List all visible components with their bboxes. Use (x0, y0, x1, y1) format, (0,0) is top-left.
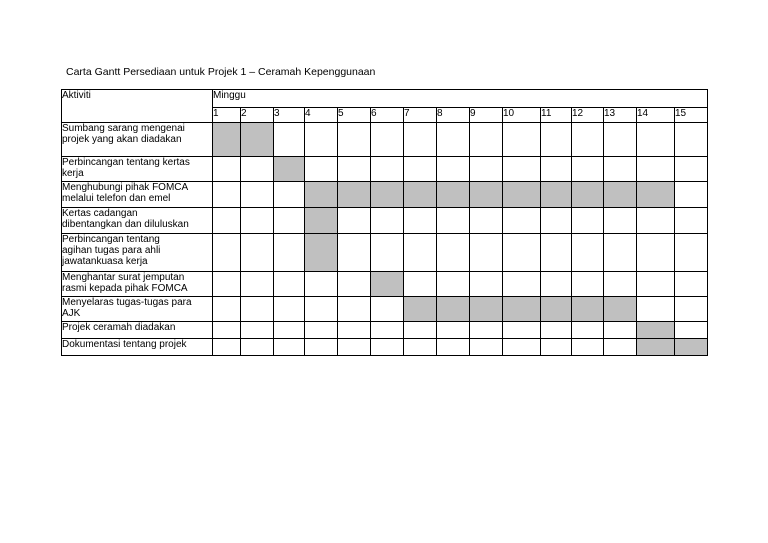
activity-name-line: rasmi kepada pihak FOMCA (62, 283, 188, 294)
gantt-empty-cell (274, 297, 305, 322)
week-number-cell: 6 (371, 108, 404, 123)
gantt-empty-cell (675, 322, 708, 339)
gantt-empty-cell (241, 208, 274, 234)
activity-name-cell (62, 234, 213, 272)
gantt-empty-cell (675, 157, 708, 182)
gantt-empty-cell (338, 272, 371, 297)
activity-name-line: Perbincangan tentang kertas (62, 157, 190, 168)
gantt-empty-cell (305, 157, 338, 182)
gantt-empty-cell (503, 123, 541, 157)
gantt-empty-cell (274, 272, 305, 297)
gantt-empty-cell (541, 322, 572, 339)
weeks-column-header: Minggu (213, 90, 708, 108)
gantt-empty-cell (338, 157, 371, 182)
week-number-cell: 7 (404, 108, 437, 123)
gantt-empty-cell (338, 297, 371, 322)
gantt-empty-cell (437, 123, 470, 157)
gantt-empty-cell (437, 234, 470, 272)
activity-name-line: dibentangkan dan diluluskan (62, 219, 189, 230)
gantt-empty-cell (241, 234, 274, 272)
week-number-cell: 14 (637, 108, 675, 123)
gantt-empty-cell (274, 322, 305, 339)
gantt-empty-cell (572, 322, 604, 339)
gantt-empty-cell (371, 322, 404, 339)
gantt-empty-cell (604, 234, 637, 272)
activity-name-line: agihan tugas para ahli (62, 245, 161, 256)
week-number-cell: 9 (470, 108, 503, 123)
gantt-empty-cell (470, 208, 503, 234)
gantt-bar-cell (437, 297, 470, 322)
week-number-cell: 3 (274, 108, 305, 123)
gantt-empty-cell (637, 208, 675, 234)
activity-name-line: Menyelaras tugas-tugas para (62, 297, 192, 308)
activity-name-line: Projek ceramah diadakan (62, 322, 176, 333)
week-number-cell: 12 (572, 108, 604, 123)
activity-row (62, 272, 708, 297)
gantt-bar-cell (637, 339, 675, 356)
gantt-bar-cell (338, 182, 371, 208)
gantt-bar-cell (675, 339, 708, 356)
gantt-bar-cell (213, 123, 241, 157)
gantt-empty-cell (305, 297, 338, 322)
activity-name-line: projek yang akan diadakan (62, 134, 182, 145)
gantt-bar-cell (503, 297, 541, 322)
gantt-bar-cell (604, 297, 637, 322)
gantt-empty-cell (470, 123, 503, 157)
activity-column-header: Aktiviti (62, 90, 213, 123)
activity-name-line: Sumbang sarang mengenai (62, 123, 185, 134)
activity-name-line: AJK (62, 308, 81, 319)
gantt-empty-cell (305, 339, 338, 356)
gantt-empty-cell (371, 234, 404, 272)
activity-name-cell (62, 339, 213, 356)
week-number-cell: 13 (604, 108, 637, 123)
gantt-empty-cell (637, 297, 675, 322)
gantt-bar-cell (503, 182, 541, 208)
week-number-cell: 11 (541, 108, 572, 123)
gantt-bar-cell (437, 182, 470, 208)
activity-row (62, 322, 708, 339)
gantt-empty-cell (241, 157, 274, 182)
activity-name-line: Dokumentasi tentang projek (62, 339, 187, 350)
gantt-empty-cell (274, 339, 305, 356)
gantt-bar-cell (305, 208, 338, 234)
activity-name-line: melalui telefon dan emel (62, 193, 171, 204)
activity-name-line: Menghantar surat jemputan (62, 272, 185, 283)
gantt-empty-cell (437, 208, 470, 234)
activity-name-line: Kertas cadangan (62, 208, 138, 219)
gantt-bar-cell (541, 297, 572, 322)
activity-name-cell (62, 123, 213, 157)
gantt-empty-cell (604, 123, 637, 157)
gantt-empty-cell (338, 208, 371, 234)
gantt-bar-cell (637, 182, 675, 208)
gantt-empty-cell (503, 208, 541, 234)
gantt-empty-cell (274, 234, 305, 272)
gantt-bar-cell (572, 182, 604, 208)
gantt-empty-cell (371, 157, 404, 182)
gantt-bar-cell (604, 182, 637, 208)
week-number-cell: 10 (503, 108, 541, 123)
gantt-bar-cell (404, 297, 437, 322)
gantt-empty-cell (274, 123, 305, 157)
gantt-empty-cell (541, 123, 572, 157)
gantt-empty-cell (604, 157, 637, 182)
activity-name-line: Perbincangan tentang (62, 234, 160, 245)
gantt-empty-cell (604, 272, 637, 297)
gantt-empty-cell (213, 339, 241, 356)
gantt-empty-cell (675, 234, 708, 272)
gantt-empty-cell (213, 208, 241, 234)
gantt-empty-cell (305, 123, 338, 157)
gantt-empty-cell (371, 208, 404, 234)
gantt-empty-cell (572, 339, 604, 356)
gantt-empty-cell (503, 339, 541, 356)
gantt-empty-cell (305, 322, 338, 339)
gantt-empty-cell (437, 157, 470, 182)
gantt-empty-cell (241, 182, 274, 208)
gantt-bar-cell (241, 123, 274, 157)
gantt-empty-cell (572, 157, 604, 182)
gantt-empty-cell (241, 297, 274, 322)
gantt-empty-cell (305, 272, 338, 297)
gantt-empty-cell (338, 234, 371, 272)
gantt-empty-cell (541, 208, 572, 234)
gantt-bar-cell (274, 157, 305, 182)
gantt-empty-cell (241, 339, 274, 356)
activity-name-cell (62, 272, 213, 297)
gantt-bar-cell (637, 322, 675, 339)
week-number-cell: 1 (213, 108, 241, 123)
activity-name-cell (62, 297, 213, 322)
activity-name-line: Menghubungi pihak FOMCA (62, 182, 189, 193)
gantt-empty-cell (371, 297, 404, 322)
gantt-bar-cell (470, 297, 503, 322)
gantt-empty-cell (637, 123, 675, 157)
gantt-bar-cell (572, 297, 604, 322)
gantt-empty-cell (338, 339, 371, 356)
activity-name-cell (62, 208, 213, 234)
document-title: Carta Gantt Persediaan untuk Projek 1 – Ceramah Kepenggunaan (66, 66, 376, 78)
gantt-empty-cell (274, 182, 305, 208)
gantt-empty-cell (637, 272, 675, 297)
gantt-empty-cell (470, 157, 503, 182)
gantt-empty-cell (437, 322, 470, 339)
gantt-empty-cell (470, 322, 503, 339)
gantt-empty-cell (213, 157, 241, 182)
gantt-chart-table (61, 89, 708, 356)
activity-name-cell (62, 157, 213, 182)
gantt-empty-cell (404, 272, 437, 297)
gantt-empty-cell (470, 234, 503, 272)
gantt-empty-cell (572, 208, 604, 234)
gantt-empty-cell (213, 272, 241, 297)
activity-row (62, 297, 708, 322)
week-number-cell: 8 (437, 108, 470, 123)
gantt-bar-cell (404, 182, 437, 208)
gantt-bar-cell (371, 182, 404, 208)
activity-name-cell (62, 322, 213, 339)
gantt-empty-cell (404, 234, 437, 272)
activity-row (62, 208, 708, 234)
week-number-cell: 5 (338, 108, 371, 123)
activity-row (62, 234, 708, 272)
gantt-empty-cell (404, 208, 437, 234)
gantt-empty-cell (541, 234, 572, 272)
gantt-empty-cell (675, 208, 708, 234)
gantt-empty-cell (675, 123, 708, 157)
week-number-cell: 15 (675, 108, 708, 123)
week-number-cell: 2 (241, 108, 274, 123)
gantt-empty-cell (213, 297, 241, 322)
gantt-empty-cell (675, 297, 708, 322)
gantt-bar-cell (541, 182, 572, 208)
gantt-empty-cell (213, 182, 241, 208)
gantt-empty-cell (371, 123, 404, 157)
gantt-empty-cell (241, 322, 274, 339)
gantt-empty-cell (503, 272, 541, 297)
activity-row (62, 339, 708, 356)
gantt-empty-cell (604, 322, 637, 339)
gantt-empty-cell (503, 157, 541, 182)
gantt-empty-cell (404, 322, 437, 339)
gantt-empty-cell (470, 339, 503, 356)
gantt-empty-cell (541, 272, 572, 297)
gantt-empty-cell (604, 208, 637, 234)
gantt-empty-cell (572, 234, 604, 272)
gantt-empty-cell (241, 272, 274, 297)
activity-row (62, 182, 708, 208)
gantt-empty-cell (541, 157, 572, 182)
gantt-empty-cell (675, 182, 708, 208)
gantt-empty-cell (371, 339, 404, 356)
gantt-empty-cell (404, 339, 437, 356)
gantt-empty-cell (437, 272, 470, 297)
gantt-empty-cell (404, 123, 437, 157)
header-row (62, 90, 708, 108)
gantt-empty-cell (637, 234, 675, 272)
gantt-empty-cell (338, 322, 371, 339)
activity-row (62, 123, 708, 157)
gantt-empty-cell (503, 322, 541, 339)
gantt-bar-cell (470, 182, 503, 208)
activity-name-line: kerja (62, 168, 84, 179)
gantt-empty-cell (404, 157, 437, 182)
gantt-empty-cell (604, 339, 637, 356)
week-number-cell: 4 (305, 108, 338, 123)
gantt-empty-cell (338, 123, 371, 157)
gantt-empty-cell (675, 272, 708, 297)
gantt-empty-cell (274, 208, 305, 234)
gantt-empty-cell (572, 123, 604, 157)
gantt-empty-cell (213, 234, 241, 272)
gantt-bar-cell (305, 234, 338, 272)
gantt-empty-cell (503, 234, 541, 272)
gantt-bar-cell (305, 182, 338, 208)
gantt-empty-cell (437, 339, 470, 356)
gantt-empty-cell (637, 157, 675, 182)
activity-row (62, 157, 708, 182)
gantt-empty-cell (541, 339, 572, 356)
gantt-empty-cell (470, 272, 503, 297)
gantt-empty-cell (572, 272, 604, 297)
activity-name-cell (62, 182, 213, 208)
gantt-empty-cell (213, 322, 241, 339)
activity-name-line: jawatankuasa kerja (62, 256, 148, 267)
gantt-bar-cell (371, 272, 404, 297)
